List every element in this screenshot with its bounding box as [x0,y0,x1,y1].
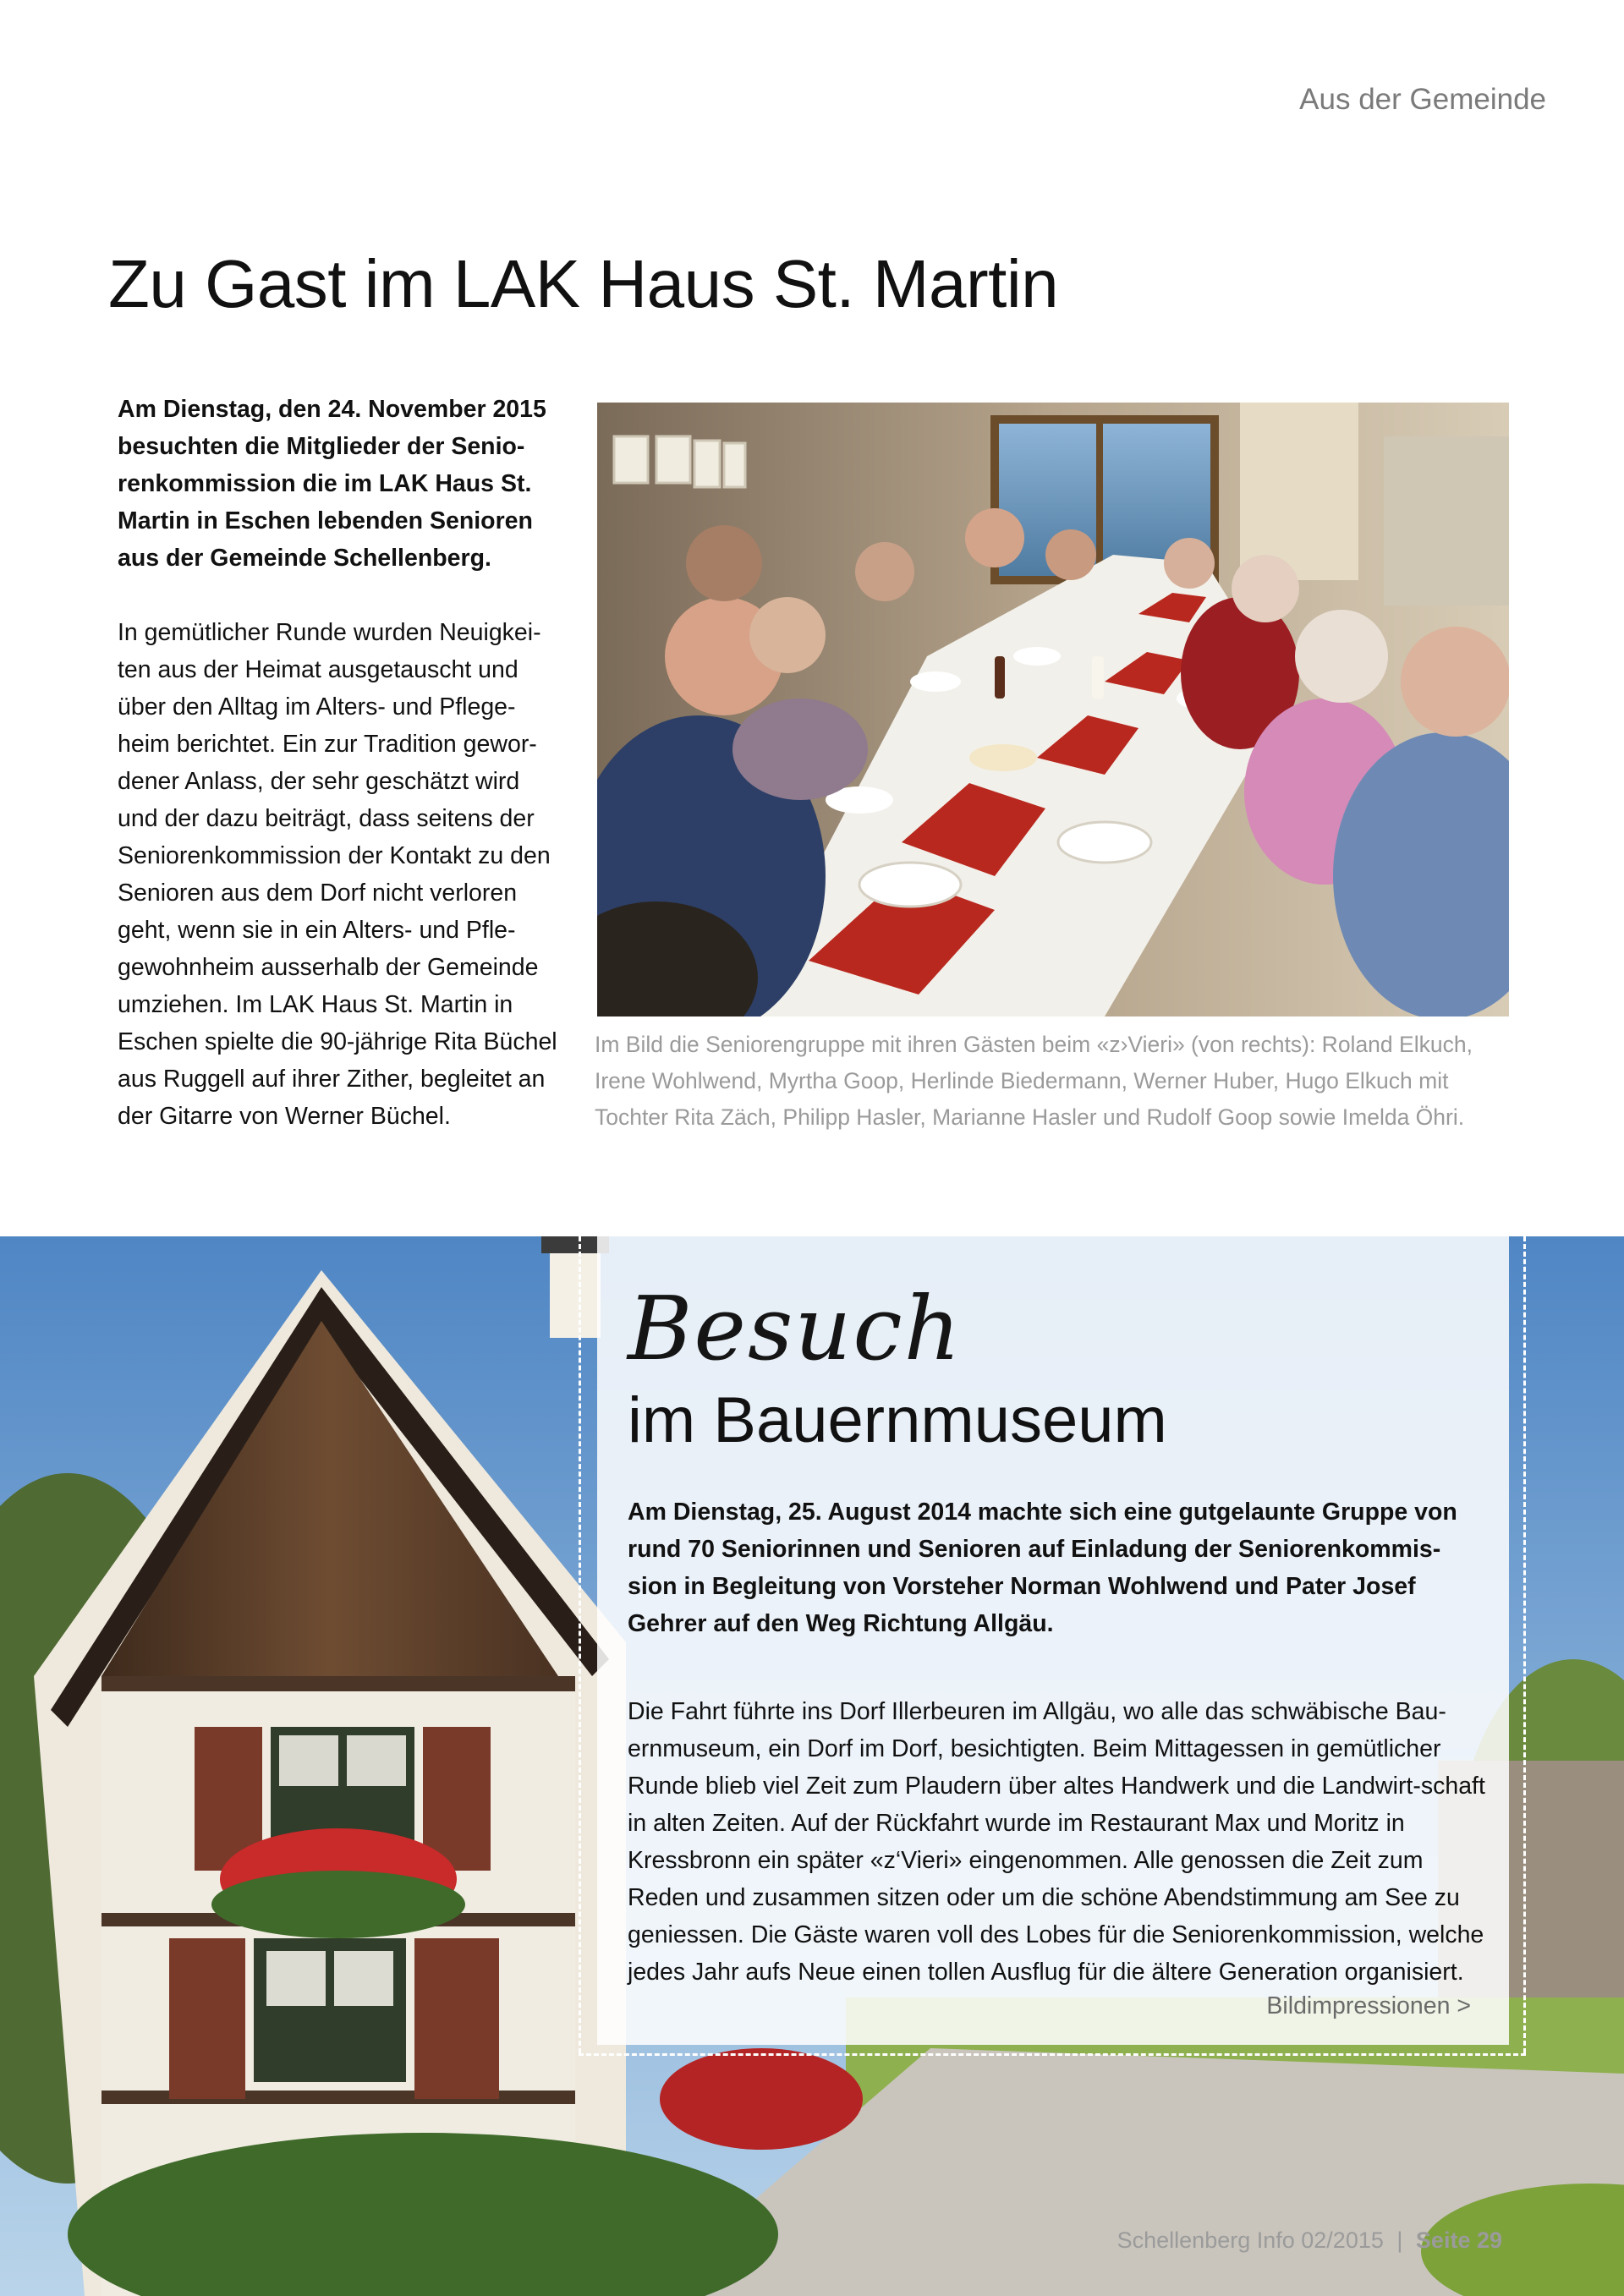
image-impressions-link[interactable]: Bildimpressionen > [1266,1992,1471,2019]
dining-table-scene [597,403,1509,1016]
dashed-border-right [1523,1236,1526,2053]
article2-script-title: Besuch [628,1277,963,1380]
photo-caption: Im Bild die Seniorengruppe mit ihren Gästen beim «z›Vieri» (von rechts): Roland Elkuch, Irene Wohlwend, Myrtha Goop, Herlinde Biedermann, Werner Huber, Hugo Elkuch mit Tochter Rita Zäch, Philipp Hasler, Marianne Hasler und Rudolf Goop sowie Imelda Öhri. [595,1032,1473,1130]
page-footer [1117,2228,1502,2254]
article2-lead: Am Dienstag, 25. August 2014 machte sich eine gutgelaunte Gruppe von rund 70 Seniorinnen und Senioren auf Einladung der Seniorenkommis-sion in Begleitung von Vorsteher Norman Wohlwend und Pater Josef Gehrer auf den Weg Richtung Allgäu. [628,1499,1457,1637]
footer-separator: | [1396,2228,1403,2253]
article2-body: Die Fahrt führte ins Dorf Illerbeuren im Allgäu, wo alle das schwäbische Bau-ernmuseum, ein Dorf im Dorf, besichtigten. Beim Mittagessen in gemütlicher Runde blieb viel Zeit zum Plaudern über altes Handwerk und die Landwirt-schaft in alten Zeiten. Auf der Rückfahrt wurde im Restaurant Max und Moritz in Kressbronn ein später «z‘Vieri» eingenommen. Alle genossen die Zeit zum Reden und zusammen sitzen oder um die schöne Abendstimmung am See zu geniessen. Die Gäste waren voll des Lobes für die Seniorenkommission, welche jedes Jahr aufs Neue einen tollen Ausflug für die ältere Generation organisiert. [628,1698,1485,1986]
page-number: Seite 29 [1415,2228,1502,2253]
article-body: In gemütlicher Runde wurden Neuigkei-ten aus der Heimat ausgetauscht und über den Alltag im Alters- und Pflege-heim berichtet. Ein zur Tradition gewor-dener Anlass, der sehr geschätzt wird und der dazu beiträgt, dass seitens der Seniorenkommission der Kontakt zu den Senioren aus dem Dorf nicht verloren geht, wenn sie in ein Alters- und Pfle-gewohnheim ausserhalb der Gemeinde umziehen. Im LAK Haus St. Martin in Eschen spielte die 90-jährige Rita Büchel aus Ruggell auf ihrer Zither, begleitet an der Gitarre von Werner Büchel. [118,619,557,1130]
dashed-border-bottom [579,2053,1526,2056]
article-lead: Am Dienstag, den 24. November 2015 besuchten die Mitglieder der Senio-renkommission die im LAK Haus St. Martin in Eschen lebenden Senioren aus der Gemeinde Schellenberg. [118,396,546,572]
article2-title: im Bauernmuseum [628,1384,1167,1456]
article-text-column [118,391,557,1135]
dashed-border-left [579,1236,581,2053]
article-title: Zu Gast im LAK Haus St. Martin [108,246,1059,321]
section-label: Aus der Gemeinde [1299,83,1546,116]
publication-name: Schellenberg Info 02/2015 [1116,2228,1384,2253]
seniors-group-photo [597,403,1509,1016]
